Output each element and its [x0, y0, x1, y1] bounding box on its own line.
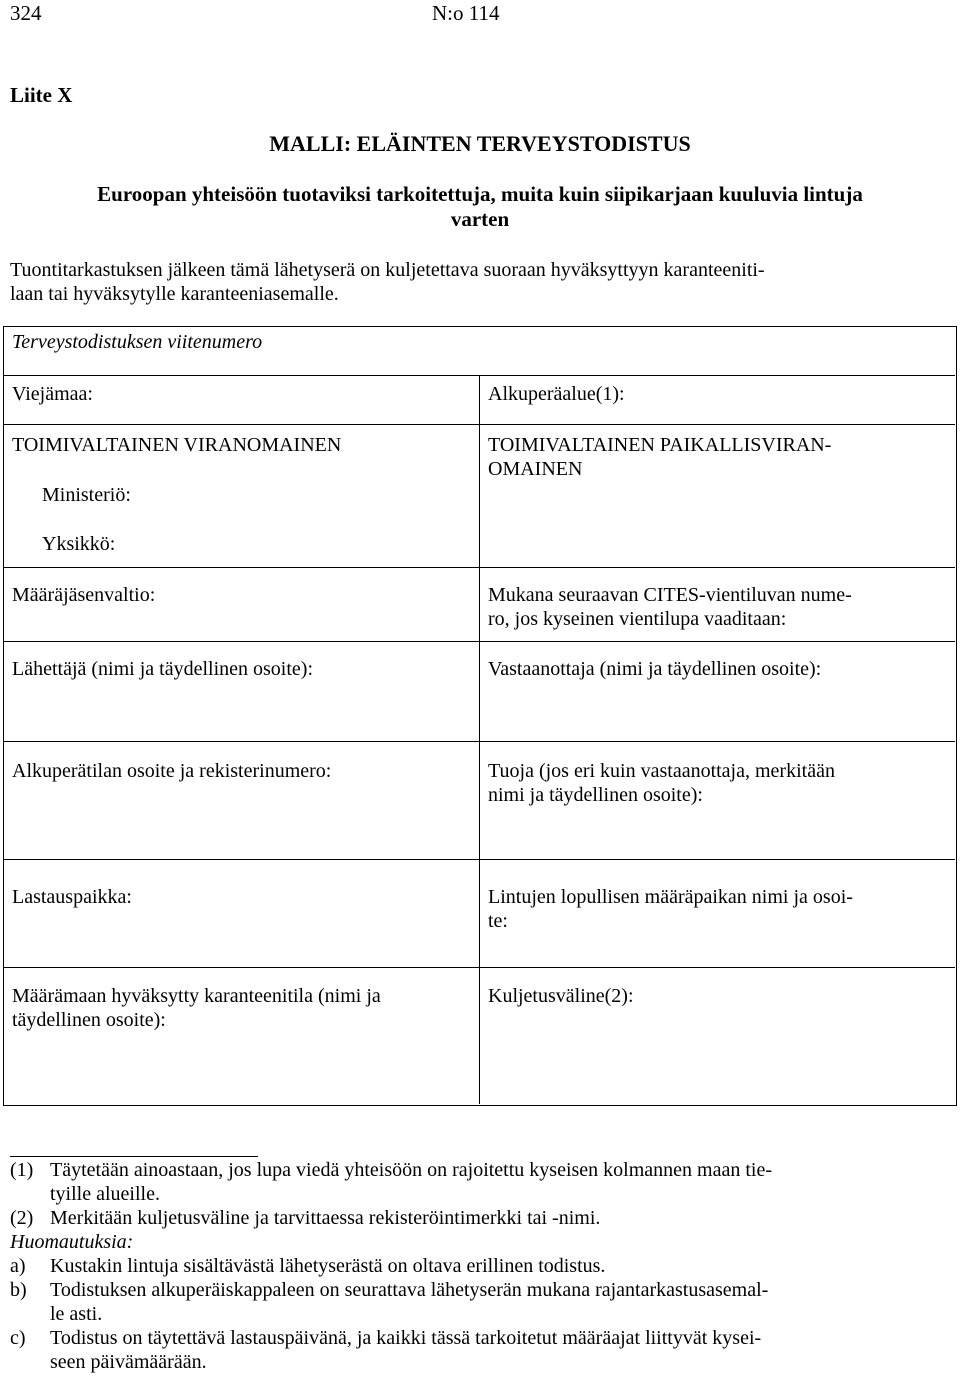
importer-label: [488, 759, 835, 807]
consignor-label: Lähettäjä (nimi ja täydellinen osoite):: [12, 658, 314, 680]
note-item: [10, 1254, 950, 1278]
footnote-label: (2): [10, 1207, 34, 1229]
quarantine-facility-line: täydellinen osoite):: [12, 1009, 166, 1031]
note-item: [10, 1278, 950, 1326]
cites-permit-line: ro, jos kyseinen vientilupa vaaditaan:: [488, 608, 787, 630]
note-label: c): [10, 1327, 26, 1349]
importer-line: Tuoja (jos eri kuin vastaanottaja, merkitään: [488, 760, 835, 782]
note-line: Todistus on täytettävä lastauspäivänä, ja kaikki tässä tarkoitetut määräajat liittyvät kysei-: [50, 1327, 762, 1349]
page-subtitle: [20, 182, 940, 232]
footnote-line: tyille alueille.: [50, 1183, 160, 1205]
footnote-separator: [10, 1156, 258, 1157]
exporting-country-label: Viejämaa:: [12, 383, 93, 405]
footnote-item: [10, 1158, 950, 1206]
origin-premises-label: Alkuperätilan osoite ja rekisterinumero:: [12, 760, 332, 782]
intro-text: [10, 258, 950, 306]
note-line: Todistuksen alkuperäiskappaleen on seurattava lähetyserän mukana rajantarkastusasemal-: [50, 1279, 769, 1301]
note-line: le asti.: [50, 1303, 103, 1325]
origin-region-label: Alkuperäalue(1):: [488, 383, 625, 405]
ministry-label: Ministeriö:: [42, 484, 131, 506]
local-authority-line: OMAINEN: [488, 458, 583, 480]
footnotes: [10, 1158, 950, 1374]
destination-member-state-label: Määräjäsenvaltio:: [12, 584, 156, 606]
footnote-line: Merkitään kuljetusväline ja tarvittaessa rekisteröintimerkki tai -nimi.: [50, 1207, 601, 1229]
note-label: b): [10, 1279, 27, 1301]
importer-line: nimi ja täydellinen osoite):: [488, 784, 703, 806]
local-authority-line: TOIMIVALTAINEN PAIKALLISVIRAN-: [488, 434, 832, 456]
certificate-form: [3, 326, 957, 1106]
unit-label: Yksikkö:: [42, 533, 116, 555]
subtitle-line: Euroopan yhteisöön tuotaviksi tarkoitettuja, muita kuin siipikarjaan kuuluvia lintuja: [97, 182, 863, 206]
transport-label: Kuljetusväline(2):: [488, 985, 634, 1007]
loading-place-label: Lastauspaikka:: [12, 886, 132, 908]
footnote-item: [10, 1206, 950, 1230]
footnote-line: Täytetään ainoastaan, jos lupa viedä yhteisöön on rajoitettu kyseisen kolmannen maan tie-: [50, 1159, 773, 1181]
final-destination-label: [488, 885, 853, 933]
footnote-label: (1): [10, 1159, 34, 1181]
page-number: 324: [10, 1, 42, 25]
reference-number-label: Terveystodistuksen viitenumero: [12, 331, 263, 353]
subtitle-line: varten: [450, 207, 510, 231]
final-destination-line: te:: [488, 910, 508, 932]
final-destination-line: Lintujen lopullisen määräpaikan nimi ja osoi-: [488, 886, 853, 908]
note-label: a): [10, 1255, 26, 1277]
quarantine-facility-label: [12, 984, 381, 1032]
cites-permit-line: Mukana seuraavan CITES-vientiluvan nume-: [488, 584, 852, 606]
issue-number: N:o 114: [432, 1, 500, 25]
intro-line: Tuontitarkastuksen jälkeen tämä lähetyserä on kuljetettava suoraan hyväksyttyyn karanteeniti-: [10, 259, 765, 281]
local-authority-label: [488, 433, 831, 481]
page-title: MALLI: ELÄINTEN TERVEYSTODISTUS: [269, 131, 691, 156]
competent-authority-label: TOIMIVALTAINEN VIRANOMAINEN: [12, 434, 342, 456]
cites-permit-label: [488, 583, 852, 631]
note-line: seen päivämäärään.: [50, 1351, 207, 1373]
annex-label: Liite X: [10, 83, 73, 107]
note-item: [10, 1326, 950, 1374]
form-column-divider: [479, 375, 480, 1104]
notes-heading: Huomautuksia:: [10, 1231, 134, 1253]
quarantine-facility-line: Määrämaan hyväksytty karanteenitila (nimi ja: [12, 985, 381, 1007]
consignee-label: Vastaanottaja (nimi ja täydellinen osoite):: [488, 658, 822, 680]
note-line: Kustakin lintuja sisältävästä lähetyserästä on oltava erillinen todistus.: [50, 1255, 606, 1277]
intro-line: laan tai hyväksytylle karanteeniasemalle.: [10, 283, 339, 305]
